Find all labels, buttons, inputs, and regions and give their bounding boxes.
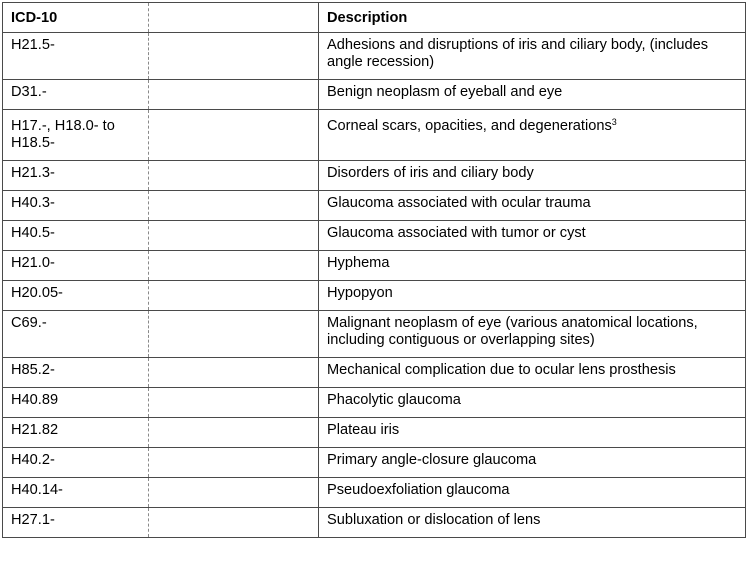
description-cell: Benign neoplasm of eyeball and eye — [319, 80, 746, 110]
table-row — [3, 161, 746, 191]
table-row — [3, 191, 746, 221]
blank-cell — [149, 110, 319, 161]
description-cell: Glaucoma associated with tumor or cyst — [319, 221, 746, 251]
table-row — [3, 311, 746, 358]
code-cell: H85.2- — [3, 358, 149, 388]
code-cell: H27.1- — [3, 508, 149, 538]
blank-cell — [149, 191, 319, 221]
code-cell: H40.89 — [3, 388, 149, 418]
table-row — [3, 448, 746, 478]
table-row — [3, 388, 746, 418]
table-row — [3, 508, 746, 538]
description-cell — [319, 110, 746, 161]
blank-cell — [149, 80, 319, 110]
table-row — [3, 358, 746, 388]
description-cell: Phacolytic glaucoma — [319, 388, 746, 418]
table-row — [3, 418, 746, 448]
code-cell: H40.3- — [3, 191, 149, 221]
code-cell: C69.- — [3, 311, 149, 358]
description-cell: Hypopyon — [319, 281, 746, 311]
code-cell: H21.3- — [3, 161, 149, 191]
header-description: Description — [319, 3, 746, 33]
description-cell: Hyphema — [319, 251, 746, 281]
description-text: Corneal scars, opacities, and degenerations — [327, 118, 612, 134]
code-cell: H40.14- — [3, 478, 149, 508]
blank-cell — [149, 251, 319, 281]
table-row — [3, 80, 746, 110]
table-row — [3, 33, 746, 80]
code-cell: H21.0- — [3, 251, 149, 281]
footnote-marker: 3 — [611, 117, 617, 127]
code-cell: H21.82 — [3, 418, 149, 448]
blank-cell — [149, 311, 319, 358]
description-cell: Pseudoexfoliation glaucoma — [319, 478, 746, 508]
code-cell: H40.5- — [3, 221, 149, 251]
icd10-table-container — [2, 2, 745, 538]
blank-cell — [149, 388, 319, 418]
description-cell: Adhesions and disruptions of iris and ciliary body, (includes angle recession) — [319, 33, 746, 80]
code-cell: H40.2- — [3, 448, 149, 478]
code-cell: H17.-, H18.0- to H18.5- — [3, 110, 149, 161]
code-cell: H20.05- — [3, 281, 149, 311]
blank-cell — [149, 508, 319, 538]
header-blank — [149, 3, 319, 33]
code-cell: H21.5- — [3, 33, 149, 80]
icd10-table — [2, 2, 746, 538]
code-cell: D31.- — [3, 80, 149, 110]
description-cell: Malignant neoplasm of eye (various anatomical locations, including contiguous or overlapping sites) — [319, 311, 746, 358]
blank-cell — [149, 448, 319, 478]
blank-cell — [149, 161, 319, 191]
table-row — [3, 110, 746, 161]
blank-cell — [149, 221, 319, 251]
description-cell: Primary angle-closure glaucoma — [319, 448, 746, 478]
description-cell: Subluxation or dislocation of lens — [319, 508, 746, 538]
blank-cell — [149, 33, 319, 80]
blank-cell — [149, 358, 319, 388]
table-row — [3, 251, 746, 281]
blank-cell — [149, 281, 319, 311]
description-cell: Mechanical complication due to ocular lens prosthesis — [319, 358, 746, 388]
blank-cell — [149, 418, 319, 448]
table-header-row — [3, 3, 746, 33]
table-row — [3, 281, 746, 311]
description-cell: Glaucoma associated with ocular trauma — [319, 191, 746, 221]
table-row — [3, 478, 746, 508]
description-cell: Plateau iris — [319, 418, 746, 448]
table-row — [3, 221, 746, 251]
header-icd10: ICD-10 — [3, 3, 149, 33]
description-cell: Disorders of iris and ciliary body — [319, 161, 746, 191]
blank-cell — [149, 478, 319, 508]
